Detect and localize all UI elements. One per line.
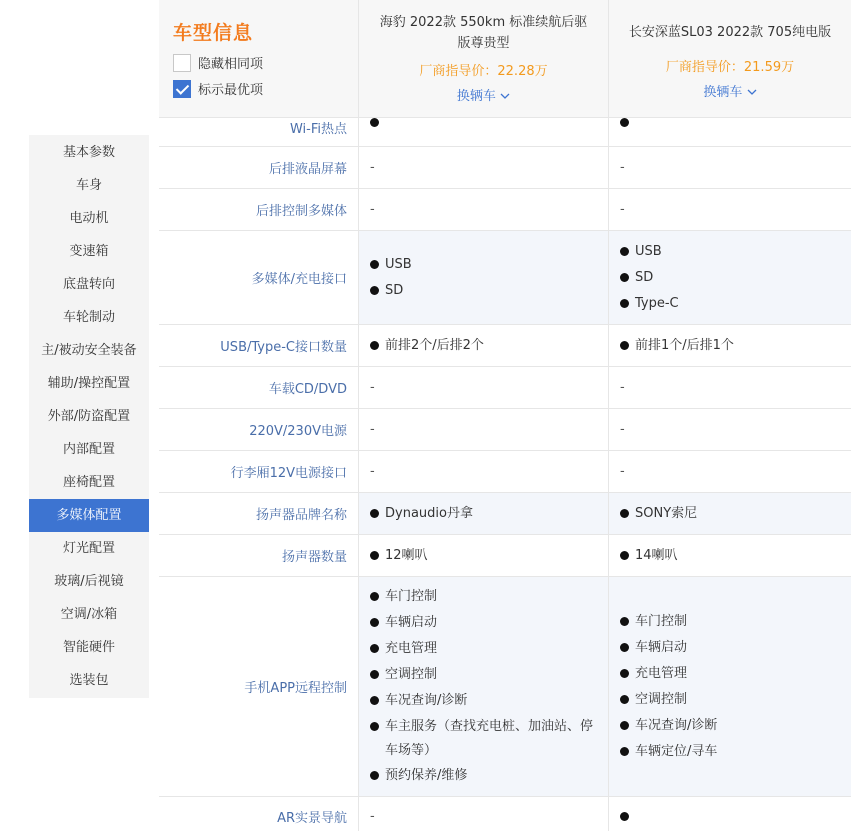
cell-item xyxy=(620,333,851,359)
car-name: 长安深蓝SL03 2022款 705纯电版 xyxy=(628,25,832,40)
table-row xyxy=(159,451,851,493)
row-label: 扬声器数量 xyxy=(159,535,359,576)
chevron-down-icon xyxy=(500,89,510,104)
cell-car-1 xyxy=(359,535,609,576)
cell-value: 充电管理 xyxy=(635,665,688,681)
cell-item xyxy=(620,239,851,265)
cell-item xyxy=(370,763,608,789)
sidebar-item[interactable]: 选装包 xyxy=(69,673,109,688)
cell-value: 车况查询/诊断 xyxy=(635,717,718,733)
compare-header xyxy=(159,0,851,118)
cell-item xyxy=(370,636,608,662)
car-price: 厂商指导价：22.28万 xyxy=(419,64,548,79)
bullet-icon xyxy=(370,696,379,705)
cell-car-2 xyxy=(609,797,851,831)
bullet-icon xyxy=(620,617,629,626)
bullet-icon xyxy=(620,643,629,652)
cell-car-1 xyxy=(359,451,609,492)
bullet-icon xyxy=(620,695,629,704)
cell-value: SD xyxy=(635,269,654,285)
bullet-icon xyxy=(370,644,379,653)
cell-car-1 xyxy=(359,577,609,796)
cell-value: - xyxy=(370,380,375,395)
cell-car-2 xyxy=(609,451,851,492)
cell-item xyxy=(620,713,851,739)
cell-item xyxy=(620,609,851,635)
hide-same-label: 隐藏相同项 xyxy=(198,57,264,72)
cell-value: 空调控制 xyxy=(635,691,688,707)
cell-value: 前排2个/后排2个 xyxy=(385,337,484,353)
cell-car-2 xyxy=(609,189,851,230)
sidebar-item[interactable]: 变速箱 xyxy=(69,244,109,259)
row-label: 车载CD/DVD xyxy=(159,367,359,408)
cell-car-1 xyxy=(359,325,609,366)
switch-car-label: 换辆车 xyxy=(703,85,743,100)
cell-item xyxy=(370,118,608,127)
cell-value: 车主服务（查找充电桩、加油站、停车场等） xyxy=(385,719,594,758)
cell-value: USB xyxy=(635,243,662,259)
cell-item xyxy=(370,714,608,763)
cell-value: USB xyxy=(385,256,412,272)
cell-value: - xyxy=(620,422,625,437)
cell-item xyxy=(370,333,608,359)
chevron-down-icon xyxy=(747,85,757,100)
cell-value: 车辆启动 xyxy=(385,615,438,630)
table-row xyxy=(159,118,851,147)
bullet-icon xyxy=(370,286,379,295)
cell-value: 车门控制 xyxy=(385,589,438,604)
cell-value: - xyxy=(370,809,375,824)
cell-value: 车辆定位/寻车 xyxy=(635,743,718,759)
row-label: 后排液晶屏幕 xyxy=(159,147,359,188)
cell-value: 充电管理 xyxy=(385,641,438,656)
row-label: Wi-Fi热点 xyxy=(159,118,359,146)
table-row xyxy=(159,493,851,535)
cell-car-2 xyxy=(609,231,851,324)
sidebar-item[interactable]: 外部/防盗配置 xyxy=(47,409,131,424)
sidebar-item[interactable]: 灯光配置 xyxy=(62,541,115,556)
cell-car-2 xyxy=(609,118,851,146)
hide-same-checkbox[interactable] xyxy=(173,54,191,72)
cell-item xyxy=(620,501,851,527)
row-label: 手机APP远程控制 xyxy=(159,577,359,796)
cell-car-2 xyxy=(609,325,851,366)
bullet-icon xyxy=(620,551,629,560)
cell-value: - xyxy=(620,380,625,395)
cell-value: - xyxy=(620,160,625,175)
spec-table xyxy=(159,118,851,831)
row-label: 多媒体/充电接口 xyxy=(159,231,359,324)
table-row xyxy=(159,147,851,189)
bullet-icon xyxy=(370,592,379,601)
sidebar-item[interactable]: 车轮制动 xyxy=(62,310,115,325)
cell-car-2 xyxy=(609,577,851,796)
car-column-header-1 xyxy=(359,0,609,117)
table-row xyxy=(159,325,851,367)
cell-car-1 xyxy=(359,367,609,408)
car-name: 海豹 2022款 550km 标准续航后驱版尊贵型 xyxy=(379,15,588,51)
sidebar-item[interactable]: 底盘转向 xyxy=(62,277,115,292)
cell-value: - xyxy=(370,464,375,479)
sidebar-item[interactable]: 辅助/操控配置 xyxy=(47,376,131,391)
table-row xyxy=(159,409,851,451)
cell-value: - xyxy=(370,202,375,217)
car-price: 厂商指导价：21.59万 xyxy=(665,60,795,75)
table-row xyxy=(159,189,851,231)
cell-item xyxy=(620,739,851,765)
cell-value: Type-C xyxy=(635,295,679,311)
cell-item xyxy=(370,252,608,278)
cell-item xyxy=(620,635,851,661)
cell-car-1 xyxy=(359,147,609,188)
bullet-icon xyxy=(370,670,379,679)
cell-value: 12喇叭 xyxy=(385,547,428,563)
sidebar-item[interactable]: 智能硬件 xyxy=(62,640,115,655)
cell-value: 车门控制 xyxy=(635,613,688,629)
cell-value: SD xyxy=(385,282,404,298)
bullet-icon xyxy=(370,551,379,560)
sidebar-item[interactable]: 座椅配置 xyxy=(62,475,115,490)
sidebar-item[interactable]: 电动机 xyxy=(69,211,109,226)
cell-value: Dynaudio丹拿 xyxy=(385,505,473,521)
cell-value: - xyxy=(370,160,375,175)
cell-item xyxy=(620,265,851,291)
bullet-icon xyxy=(620,118,629,127)
bullet-icon xyxy=(370,260,379,269)
row-label: 行李厢12V电源接口 xyxy=(159,451,359,492)
page-title: 车型信息 xyxy=(173,22,254,44)
table-row xyxy=(159,797,851,831)
switch-car-button[interactable] xyxy=(359,85,608,104)
header-label-cell xyxy=(159,0,359,117)
cell-car-1 xyxy=(359,409,609,450)
cell-car-2 xyxy=(609,493,851,534)
bullet-icon xyxy=(620,812,629,821)
mark-best-checkbox[interactable] xyxy=(173,80,191,98)
cell-value: SONY索尼 xyxy=(635,505,698,521)
bullet-icon xyxy=(620,721,629,730)
cell-value: 空调控制 xyxy=(385,667,438,682)
cell-value: - xyxy=(620,464,625,479)
cell-item xyxy=(370,610,608,636)
bullet-icon xyxy=(370,341,379,350)
cell-car-1 xyxy=(359,189,609,230)
cell-car-2 xyxy=(609,535,851,576)
row-label: 后排控制多媒体 xyxy=(159,189,359,230)
switch-car-label: 换辆车 xyxy=(456,89,496,104)
sidebar-item[interactable]: 内部配置 xyxy=(62,442,115,457)
sidebar-item[interactable]: 空调/冰箱 xyxy=(60,607,118,622)
row-label: AR实景导航 xyxy=(159,797,359,831)
bullet-icon xyxy=(620,247,629,256)
sidebar-item[interactable]: 玻璃/后视镜 xyxy=(54,574,124,589)
cell-item xyxy=(370,662,608,688)
cell-car-2 xyxy=(609,367,851,408)
cell-item xyxy=(370,584,608,610)
bullet-icon xyxy=(370,618,379,627)
cell-car-1 xyxy=(359,118,609,146)
cell-item xyxy=(620,118,851,127)
cell-car-1 xyxy=(359,231,609,324)
cell-item xyxy=(370,501,608,527)
cell-value: - xyxy=(370,422,375,437)
bullet-icon xyxy=(370,771,379,780)
cell-item xyxy=(620,543,851,569)
table-row xyxy=(159,231,851,325)
cell-item xyxy=(370,688,608,714)
cell-item xyxy=(620,812,851,821)
table-row xyxy=(159,577,851,797)
table-row xyxy=(159,367,851,409)
cell-car-1 xyxy=(359,493,609,534)
sidebar-item[interactable]: 多媒体配置 xyxy=(29,499,149,532)
mark-best-option[interactable] xyxy=(173,79,358,98)
cell-value: 前排1个/后排1个 xyxy=(635,337,734,353)
cell-car-1 xyxy=(359,797,609,831)
hide-same-option[interactable] xyxy=(173,53,358,72)
bullet-icon xyxy=(370,509,379,518)
car-column-header-2 xyxy=(609,0,851,117)
row-label: USB/Type-C接口数量 xyxy=(159,325,359,366)
bullet-icon xyxy=(370,722,379,731)
cell-value: 预约保养/维修 xyxy=(385,768,468,783)
bullet-icon xyxy=(620,341,629,350)
row-label: 扬声器品牌名称 xyxy=(159,493,359,534)
table-row xyxy=(159,535,851,577)
cell-item xyxy=(370,543,608,569)
sidebar-item[interactable]: 车身 xyxy=(75,178,102,193)
cell-item xyxy=(370,278,608,304)
cell-item xyxy=(620,687,851,713)
sidebar-item[interactable]: 基本参数 xyxy=(62,145,115,160)
cell-car-2 xyxy=(609,409,851,450)
cell-value: 车辆启动 xyxy=(635,639,688,655)
switch-car-button[interactable] xyxy=(609,81,851,100)
bullet-icon xyxy=(620,669,629,678)
sidebar-item[interactable]: 主/被动安全装备 xyxy=(41,343,137,358)
mark-best-label: 标示最优项 xyxy=(198,83,264,98)
cell-item xyxy=(620,661,851,687)
cell-value: 车况查询/诊断 xyxy=(385,693,468,708)
cell-value: - xyxy=(620,202,625,217)
bullet-icon xyxy=(620,299,629,308)
sidebar-nav xyxy=(29,135,149,698)
row-label: 220V/230V电源 xyxy=(159,409,359,450)
cell-item xyxy=(620,291,851,317)
cell-value: 14喇叭 xyxy=(635,547,678,563)
bullet-icon xyxy=(370,118,379,127)
bullet-icon xyxy=(620,747,629,756)
bullet-icon xyxy=(620,273,629,282)
bullet-icon xyxy=(620,509,629,518)
cell-car-2 xyxy=(609,147,851,188)
